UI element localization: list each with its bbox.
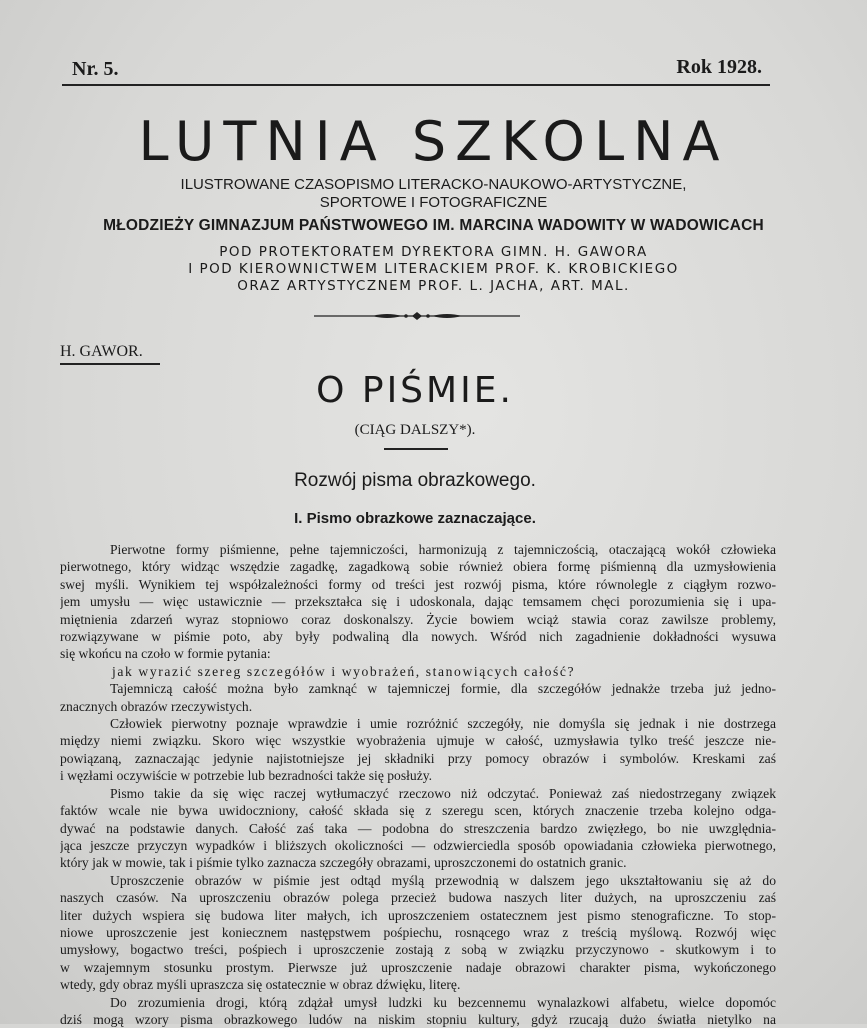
body-line: dziś mogą wzory pisma obrazkowego ludów na niskim stopniu kultury, gdyż rzucają dużo światła nietylko na [60, 1011, 776, 1027]
body-line: faktów wcale nie bywa uwidoczniony, całość składa się z szeregu scen, których znaczenie trzeba kolejno odga- [60, 803, 776, 819]
body-line: jąca jeszcze przyczyn wypadków i bliższych okoliczności — odzwierciedla sposób opowiadania człowieka pierwotnego, [60, 837, 776, 853]
body-line: naszych czasów. Na uproszczeniu obrazów polega przecież budowa naszych liter dużych, na uproszczeniu zaś [60, 890, 776, 906]
article-continuation: (CIĄG DALSZY*). [354, 422, 476, 438]
body-line: znacznych obrazów rzeczywistych. [60, 698, 253, 714]
body-line: Człowiek pierwotny poznaje wprawdzie i umie rozróżnić szczegóły, nie domyśla się jednak i nie dostrzega [110, 716, 776, 732]
section-heading: Rozwój pisma obrazkowego. [294, 470, 536, 491]
body-line: miętnienia zdarzeń wyraz stopniowo coraz doskonalszy. Życie bowiem wciąż stawia coraz zawilsze problemy, [60, 611, 776, 627]
body-line: powiązaną, zaznaczając jedynie najistotniejsze jej składniki przy pomocy obrazów i symbolów. Kreskami zaś [60, 750, 776, 766]
body-line: Pismo takie da się więc raczej wytłumaczyć rzeczowo niż odczytać. Ponieważ zaś niedostrzegany związek [110, 785, 776, 801]
body-line: dywać na podstawie danych. Całość zaś taka — podobna do streszczenia bardzo zwięzłego, bo nie uwzględnia- [60, 820, 776, 836]
issue-year: Rok 1928. [676, 56, 762, 78]
article-title: O PIŚMIE. [316, 370, 514, 411]
patron-line-2: I POD KIEROWNICTWEM LITERACKIEM PROF. K. KROBICKIEGO [188, 261, 679, 277]
body-line: wtedy, gdy obraz myśli upraszcza się ostatecznie w obraz dźwięku, literę. [60, 977, 461, 993]
body-line: Pierwotne formy piśmienne, pełne tajemniczości, harmonizują z tajemniczością, otaczającą wokół człowieka [110, 542, 776, 557]
body-line: Tajemniczą całość można było zamknąć w tajemniczej formie, dla szczegółów jednakże trzeba już jedno- [110, 681, 776, 697]
masthead-subtitle-1: ILUSTROWANE CZASOPISMO LITERACKO-NAUKOWO-ARTYSTYCZNE, [180, 176, 687, 193]
body-line: niowe uproszczenie jest koniecznem następstwem pośpiechu, rosnącego wraz z treścią myślową. Rozwój więc [60, 924, 776, 940]
body-line: między niemi związku. Skoro więc wszystkie wyobrażenia ujmuje w całość, uzmysławia tylko treść jeszcze nie- [60, 733, 776, 749]
subsection-heading: I. Pismo obrazkowe zaznaczające. [294, 510, 536, 527]
article-author: H. GAWOR. [60, 343, 160, 365]
patron-line-3: ORAZ ARTYSTYCZNEM PROF. L. JACHA, ART. MAL. [237, 278, 630, 294]
masthead-subtitle-3: MŁODZIEŻY GIMNAZJUM PAŃSTWOWEGO IM. MARCINA WADOWITY W WADOWICACH [103, 217, 764, 234]
body-line: umysłowy, bogactwo treści, pośpiech i uproszczenie zostają z sobą w związku przyczynowo - skutkowym i to [60, 942, 776, 958]
body-line: swej myśli. Wynikiem tej współzależności formy od treści jest rozwój pisma, które równolegle z ciągłym rozwo- [60, 576, 776, 592]
body-line: w wzajemnym stosunku prostym. Pierwsze już uproszczenie nadaje obrazowi charakter pisma, wykończonego [60, 959, 776, 975]
article-body [60, 541, 776, 1028]
body-line: jem umysłu — więc ustawicznie — przekształca się i udoskonala, dając temsamem chęci porozumienia się i upa- [60, 594, 776, 610]
patron-line-1: POD PROTEKTORATEM DYREKTORA GIMN. H. GAWORA [219, 244, 648, 260]
body-line-spaced: jak wyrazić szereg szczegółów i wyobrażeń, stanowiących całość? [112, 663, 576, 679]
body-line: pierwotnego, który widząc wszędzie zagadkę, zagadkową sobie również obiera formę piśmienną dla uzmysłowienia [60, 559, 776, 575]
body-line: rozwiązywane w piśmie poto, aby były podwaliną dla nowych. Wśród nich zagadnienie dokładności wysuwa [60, 629, 776, 645]
body-line: Do zrozumienia drogi, którą zdążał umysł ludzki ku bezcennemu wynalazkowi alfabetu, wielce dopomóc [110, 994, 776, 1010]
title-rule [384, 448, 448, 450]
issue-number: Nr. 5. [72, 58, 119, 80]
masthead-subtitle-2: SPORTOWE I FOTOGRAFICZNE [319, 194, 548, 211]
masthead-title: LUTNIA SZKOLNA [138, 110, 729, 173]
body-line: liter dużych wspiera się budowa liter małych, ich uproszczeniem ostatecznem jest pismo stenograficzne. To stop- [60, 907, 776, 923]
body-line: który jak w mowie, tak i piśmie tylko zaznacza szczegóły obrazami, uproszczonemi do ostatnich granic. [60, 855, 627, 871]
body-line: Uproszczenie obrazów w piśmie jest odtąd myślą przewodnią w dalszem jego ukształtowaniu się aż do [110, 872, 776, 888]
issue-header [62, 56, 770, 86]
body-line: i węzłami oczywiście w potrzebie lub bezradności także się posłuży. [60, 768, 433, 784]
ornament-divider-icon [312, 310, 522, 322]
body-line: się wkońcu na czoło w formie pytania: [60, 646, 271, 662]
